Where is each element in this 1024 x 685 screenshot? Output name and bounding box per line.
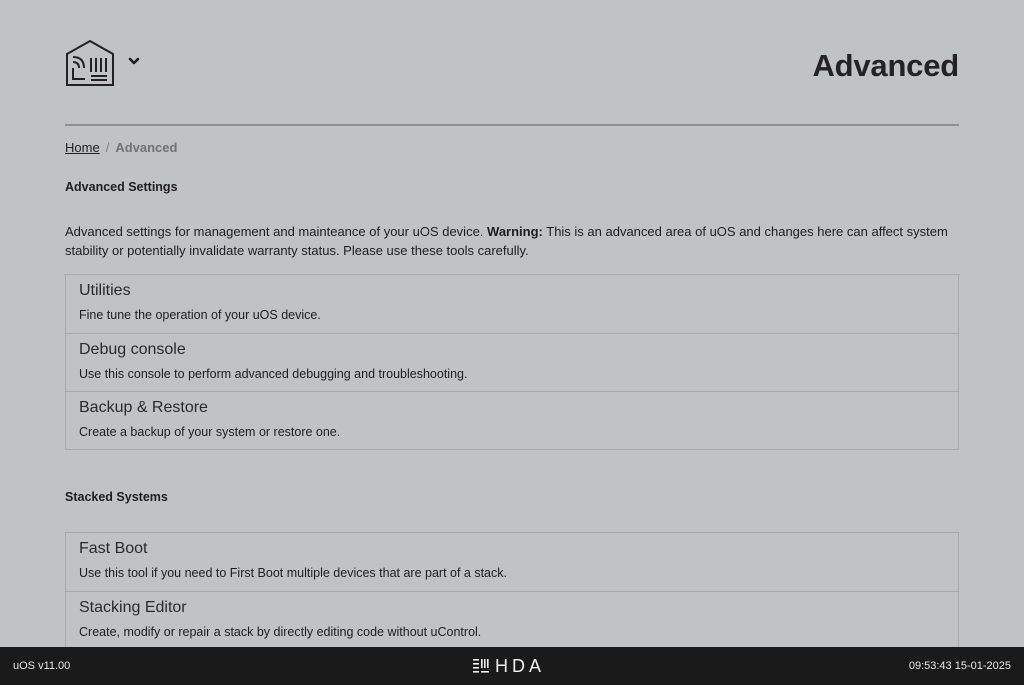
house-logo-icon[interactable]: [65, 38, 115, 88]
header: [65, 0, 959, 126]
breadcrumb-home-link[interactable]: Home: [65, 140, 100, 155]
item-title: Fast Boot: [79, 540, 148, 557]
list-item-fast-boot[interactable]: [66, 533, 958, 591]
clock: 09:53:43 15-01-2025: [908, 660, 1011, 672]
stacked-systems-heading: Stacked Systems: [65, 490, 168, 504]
stacked-systems-list: [65, 532, 959, 650]
chevron-down-icon[interactable]: [127, 54, 141, 68]
item-title: Stacking Editor: [79, 599, 187, 616]
item-description: Use this console to perform advanced debugging and troubleshooting.: [79, 367, 468, 381]
brand-text: HDA: [495, 655, 546, 676]
item-title: Backup & Restore: [79, 399, 208, 416]
advanced-settings-heading: Advanced Settings: [65, 180, 178, 194]
page-container: [65, 0, 959, 650]
item-description: Create a backup of your system or restore one.: [79, 425, 341, 439]
item-description: Use this tool if you need to First Boot multiple devices that are part of a stack.: [79, 566, 507, 580]
advanced-settings-intro: [65, 222, 959, 260]
item-title: Debug console: [79, 341, 186, 358]
list-item-debug-console[interactable]: [66, 333, 958, 391]
item-title: Utilities: [79, 282, 131, 299]
list-item-stacking-editor[interactable]: [66, 591, 958, 649]
page-title: Advanced: [812, 48, 959, 83]
item-description: Fine tune the operation of your uOS device.: [79, 308, 321, 322]
breadcrumb-separator: /: [105, 140, 110, 155]
footer-brand: [473, 656, 545, 676]
list-item-backup-restore[interactable]: [66, 391, 958, 449]
breadcrumb-current: Advanced: [115, 140, 178, 155]
intro-warning: Warning:: [487, 224, 543, 239]
item-description: Create, modify or repair a stack by directly editing code without uControl.: [79, 625, 482, 639]
footer-bar: [0, 647, 1024, 685]
list-item-utilities[interactable]: [66, 275, 958, 333]
intro-prefix: Advanced settings for management and mainteance of your uOS device.: [65, 224, 488, 239]
advanced-settings-list: [65, 274, 959, 450]
intro-suffix: This is an advanced area of uOS and changes here can affect system stability or potentially invalidate warranty status. Please use these tools carefully.: [65, 224, 948, 258]
hda-bars-icon: [473, 658, 489, 674]
breadcrumb: [65, 140, 959, 158]
version-label: uOS v11.00: [13, 660, 71, 672]
